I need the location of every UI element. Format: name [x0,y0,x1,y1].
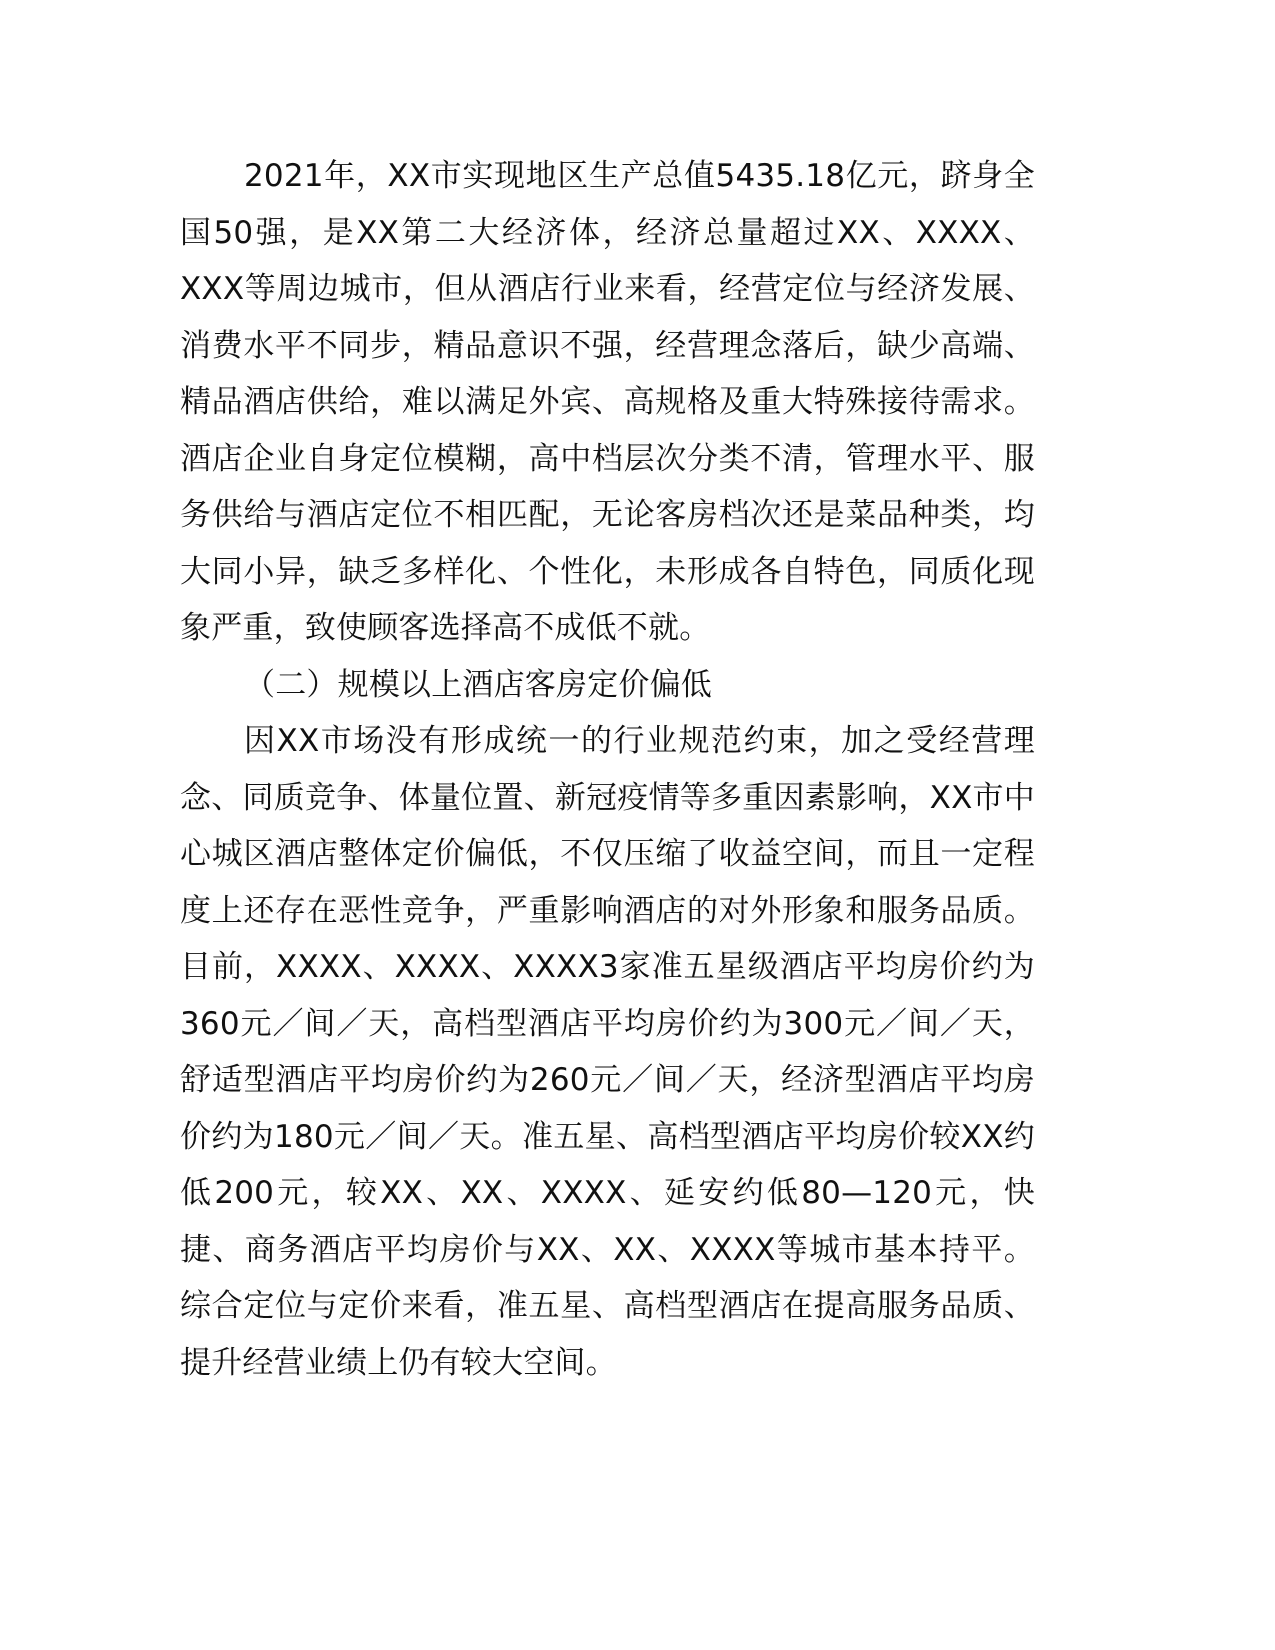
paragraph-economy-overview: 2021年，XX市实现地区生产总值5435.18亿元，跻身全国50强，是XX第二大经济体，经济总量超过XX、XXXX、XXX等周边城市，但从酒店行业来看，经营定位与经济发展、消费水平不同步，精品意识不强，经营理念落后，缺少高端、精品酒店供给，难以满足外宾、高规格及重大特殊接待需求。酒店企业自身定位模糊，高中档层次分类不清，管理水平、服务供给与酒店定位不相匹配，无论客房档次还是菜品种类，均大同小异，缺乏多样化、个性化，未形成各自特色，同质化现象严重，致使顾客选择高不成低不就。 [180,158,1035,646]
document-body [180,148,1035,1391]
section-heading: （二）规模以上酒店客房定价偏低 [244,666,712,703]
paragraph-room-pricing: 因XX市场没有形成统一的行业规范约束，加之受经营理念、同质竞争、体量位置、新冠疫情等多重因素影响，XX市中心城区酒店整体定价偏低，不仅压缩了收益空间，而且一定程度上还存在恶性竞争，严重影响酒店的对外形象和服务品质。目前，XXXX、XXXX、XXXX3家准五星级酒店平均房价约为360元／间／天，高档型酒店平均房价约为300元／间／天，舒适型酒店平均房价约为260元／间／天，经济型酒店平均房价约为180元／间／天。准五星、高档型酒店平均房价较XX约低200元，较XX、XX、XXXX、延安约低80—120元，快捷、商务酒店平均房价与XX、XX、XXXX等城市基本持平。综合定位与定价来看，准五星、高档型酒店在提高服务品质、提升经营业绩上仍有较大空间。 [180,723,1035,1381]
